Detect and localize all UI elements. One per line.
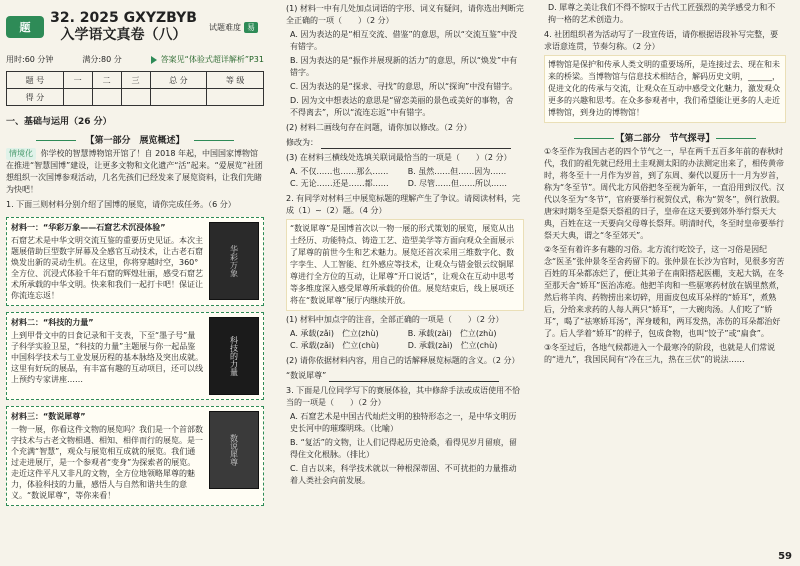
score-cell: 二 [92,72,121,89]
question-2: 2. 有同学对材料三中展览标题的理解产生了争议。请阅读材料，完成（1）~（2）题。（4 分） [286,194,521,215]
difficulty-label: 试题难度 [209,22,241,32]
material-1-body: 石窟艺术是中华文明交流互鉴的重要历史见证。本次主题展借助巨型数字屏幕及全感官互动技术，让古老石窟焕发出新的灵动生机。在这里，你将穿越时空，360°全方位、沉浸式体验千年石窟的辉煌壮丽，感受石窟艺术所承载的中华文明。快来和我们一起打卡吧！保证让你流连忘返！ [11,236,203,300]
score-input-cell[interactable] [207,89,264,106]
q3-option[interactable]: B. “复活”的文物，让人们记得起历史沧桑，看得见岁月留痕，留得住文化根脉。（排比） [290,438,517,459]
score-cell: 一 [63,72,92,89]
q2-sub2: (2) 请你依据材料内容，用自己的话解释展览标题的含义。（2 分） [286,356,520,365]
material-1-text [11,222,203,301]
q1-part3-option[interactable]: B. 虽然……但……因为…… [407,167,507,176]
q2-sub1-option[interactable]: B. 承载(zài) 伫立(zhù) [407,329,497,338]
score-input-cell[interactable] [63,89,92,106]
q1-part2-answer-row [286,137,524,149]
q1-option[interactable]: D. 因为文中想表达的意思是“留恋美丽的景色或美好的事物，舍不得离去”，所以“流连忘返”中有错字。 [290,96,514,117]
score-table-header [7,72,264,89]
score-input-cell[interactable] [121,89,150,106]
page-number: 59 [778,551,792,562]
q1-part1: (1) 材料一中有几处加点词语的字形、词义有疑问，请你选出判断完全正确的一项（ ）（2 分） [286,4,524,25]
paragraph-2: ②冬至有着许多有趣的习俗。北方流行吃饺子，这一习俗是因纪念“医圣”张仲景冬至舍药留下的。张仲景在长沙为官时，见很多穷苦百姓的耳朵都冻烂了，便让其弟子在南阳搭起医棚，支起大锅，在冬至那天舍“娇耳”医治冻疮。他把羊肉和一些驱寒药材放在锅里熬煮，然后将羊肉、药物捞出来切碎，用面皮包成耳朵样的“娇耳”，煮熟后，分给来求药的人每人两只“娇耳”，一大碗肉汤。人们吃了“娇耳”，喝了“祛寒娇耳汤”，浑身暖和，两耳发热，冻伤的耳朵都治好了。后人学着“娇耳”的样子，包成食物，也叫“饺子”或“扁食”。 [544,245,785,338]
page-title: 32. 2025 GXYZBYB 入学语文真卷（八） [50,10,197,43]
material-2-body: 上到甲骨文中的日食记录和干支表，下至“墨子号”量子科学实验卫星，“科技的力量”主题展与你一起品鉴中国科学技术与工业发展历程的基本脉络及突出成就。这里有好玩的展品，有丰富有趣的互动项目，还可以线上预约专家讲座…… [11,331,203,384]
time-limit: 用时:60 分钟 [6,55,54,64]
middle-column [280,0,530,566]
answer-reference [151,54,264,65]
answer-ref-text: 答案见“体验式超详解析”P31 [160,55,264,64]
material-3-text [11,411,203,501]
score-cell: 题 号 [7,72,64,89]
left-column [0,0,270,566]
q1-part3-options [290,166,520,190]
q1-option[interactable]: A. 因为表达的是“相互交流、借鉴”的意思，所以“交流互鉴”中没有错字。 [290,30,517,51]
q2-quote: “数说犀尊”是国博首次以一物一展的形式策划的展览，展览从出土经历、功能特点、铸造工艺、造型美学等方面向观众全面展示了犀尊的前世今生和艺术魅力。展览还首次采用三维数字化、数字孪生、人工智能、红外感应等技术，让观众与错金银云纹铜犀尊进行全方位的互动，让犀尊“开口说话”，让观众在互动中思考等多维度深入感受犀尊所承载的价值。展览结束后，线上展项还将在“数说犀尊”展厅内继续开放。 [286,219,524,311]
answer-blank[interactable] [321,139,511,149]
section-title: 一、基础与运用（26 分） [6,117,112,127]
answer-blank[interactable] [329,372,499,382]
q1-part3-option[interactable]: A. 不仅……也……那么…… [290,167,389,176]
question-4: 4. 社团组织者为活动写了一段宣传语，请你根据语段补写完整，要求语意连贯，节奏匀称。（2 分） [544,30,779,51]
material-1 [6,217,264,306]
material-2-text [11,317,203,395]
q2-sub1-option[interactable]: C. 承载(zǎi) 伫立(chù) [290,341,380,350]
q3-option-d[interactable]: D. 犀尊之美让我们不得不惊叹于古代工匠强烈的美学感受力和不拘一格的艺术创造力。 [548,3,776,24]
q1-part2-label: 修改为： [286,138,318,147]
material-2 [6,312,264,400]
q2-sub2-answer-row [286,370,524,382]
question-1: 1. 下面三则材料分别介绍了国博的展览，请你完成任务。（6 分） [6,200,236,209]
full-score: 满分:80 分 [82,55,122,64]
q1-part3: (3) 在材料三横线处选填关联词最恰当的一项是（ ）（2 分） [286,153,512,162]
paragraph-1: ①冬至作为我国古老的四个节气之一，早在两千五百多年前的春秋时代，我们的祖先就已经用土圭观测太阳的办法测定出来了，相传黄帝时，将冬至十一月作为岁首，到了东周、秦代以夏历十一月为岁首，称为“冬至节”。周代北方风俗把冬至视为新年，一直沿用到汉代。汉代以冬至为“冬节”，官府要举行祝贺仪式，称为“贺冬”，例行放假。唐宋时期冬至是祭天祭祖的日子，皇帝在这天要到郊外举行祭天大典，百姓在这一天要向父母尊长祭拜。明清时代，冬至时皇帝要举行祭天大典，谓之“冬至郊天”。 [544,147,785,240]
header [6,6,264,48]
difficulty-level: 易 [244,22,258,33]
score-input-cell[interactable] [92,89,121,106]
q3-option[interactable]: C. 自古以来，科学技术就以一种根深蒂固、不可扰拒的力量推动着人类社会向前发展。 [290,464,517,485]
material-3 [6,406,264,506]
q1-part3-option[interactable]: D. 尽管……但……所以…… [407,179,507,188]
intro-text: 你学校的智慧博物馆开馆了！自 2018 年起，中国国家博物馆在推进“智慧国博”建设，让更多文物和文化遗产“活”起来。“爱展览”社团想组织一次国博参观活动，几名先孩们已经发来了展览资料，让我们先睹为快吧！ [6,149,263,194]
material-3-title: 材料三：“数说犀尊” [11,412,86,421]
q1-option[interactable]: B. 因为表达的是“振作并展现新的活力”的意思，所以“焕发”中有错字。 [290,56,518,77]
q2-sub1: (1) 材料中加点字的注音，全部正确的一项是（ ）（2 分） [286,315,504,324]
q2-sub1-option[interactable]: A. 承载(zǎi) 伫立(zhù) [290,329,379,338]
score-table [6,71,264,106]
score-cell: 三 [121,72,150,89]
q3-option[interactable]: A. 石窟艺术是中国古代灿烂文明的独特形态之一，是中华文明历史长河中的璀璨明珠。（比喻） [290,412,517,433]
difficulty [209,22,258,33]
part-2-title: 【第二部分 节气探寻】 [544,131,786,144]
part-title: 【第一部分 展览概述】 [6,133,264,146]
intro-paragraph [6,148,264,196]
score-cell: 得 分 [7,89,64,106]
material-3-image: 数说犀尊 [209,411,259,489]
q4-passage: 博物馆是保护和传承人类文明的重要场所，是连接过去、现在和未来的桥梁。当博物馆与信息技术相结合，解码历史文明，______，促进文化的传承与交流，让观众在互动中感受文化魅力，激发观众更多的兴趣和思考。在众多参观者中，我们希望能让更多的人走近博物馆，到身边的博物馆！ [544,55,786,123]
material-2-title: 材料二：“科技的力量” [11,318,94,327]
material-1-image: 华彩万象 [209,222,259,300]
q2-sub1-option[interactable]: D. 承载(zài) 伫立(chù) [407,341,498,350]
score-table-row [7,89,264,106]
score-cell: 等 级 [207,72,264,89]
material-2-image: 科技的力量 [209,317,259,395]
paragraph-3: ③冬至过后，各地气候都进入一个最寒冷的阶段，也就是人们常说的“进九”，我国民间有“冷在三九，热在三伏”的说法…… [544,343,776,364]
q1-option[interactable]: C. 因为表达的是“探求、寻找”的意思，所以“探询”中没有错字。 [290,82,518,91]
material-1-title: 材料一：“华彩万象——石窟艺术沉浸体验” [11,223,166,232]
q2-sub2-label: “数说犀尊” [286,371,327,380]
context-badge: 情境化 [6,148,36,160]
q2-sub1-options [290,328,520,352]
score-cell: 总 分 [150,72,207,89]
q1-part2: (2) 材料二画线句存在问题，请你加以修改。（2 分） [286,123,472,132]
exam-logo: 题 [6,16,44,38]
score-input-cell[interactable] [150,89,207,106]
arrow-icon [151,56,157,64]
meta-row [6,54,264,65]
right-column [538,0,792,566]
material-3-body: 一物一展，你看这件文物的展览吗？我们是一个首部数字技术与古老文物相遇、相知、相伴而行的展览。是一个充满“智慧”，观众与展览相互成就的展览。我们通过走进展厅，是一个参观者“变身”为探索者的展览。走近这件平凡又非凡的文物，全方位地领略犀尊的魅力，体验科技的力量，感悟人与自然和谐共生的意义。“数说犀尊”，等你来看！ [11,425,203,500]
question-3: 3. 下面是几位同学写下的赛展体验，其中修辞手法或成语使用不恰当的一项是（ ）（2 分） [286,386,521,407]
q1-part3-option[interactable]: C. 无论……还是……都…… [290,179,389,188]
